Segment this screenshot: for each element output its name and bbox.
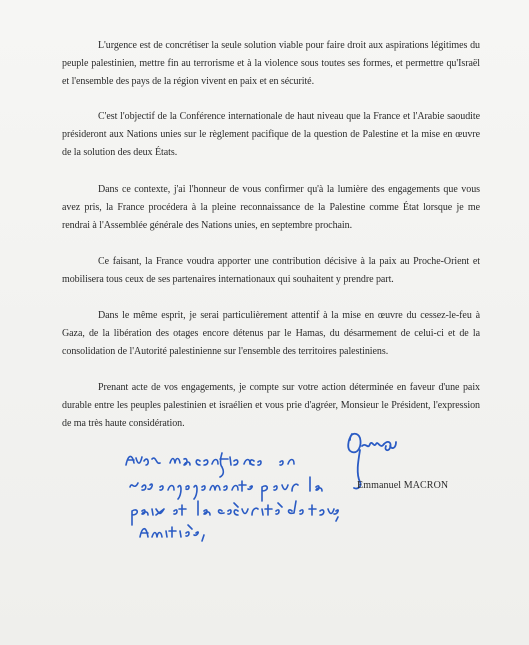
letter-paragraph-1: L'urgence est de concrétiser la seule solution viable pour faire droit aux aspirations légitimes du peuple palestinien, mettre fin au terrorisme et à la violence sous toutes ses formes, et permettre qu'Israël et l'ensemble des pays de la région vivent en paix et en sécurité.	[62, 40, 480, 87]
letter-paragraph-6: Prenant acte de vos engagements, je compte sur votre action déterminée en faveur d'une paix durable entre les peuples palestinien et israélien et vous prie d'agréer, Monsieur le Président, l'expression de ma très haute considération.	[62, 382, 480, 429]
letter-paragraph-3: Dans ce contexte, j'ai l'honneur de vous confirmer qu'à la lumière des engagements que vous avez pris, la France procédera à la pleine reconnaissance de la Palestine comme État lorsque je me rendrai à l'Assemblée générale des Nations unies, en septembre prochain.	[62, 184, 480, 231]
handwriting-strokes	[120, 445, 340, 545]
letter-paragraph-5: Dans le même esprit, je serai particulièrement attentif à la mise en œuvre du cessez-le-feu à Gaza, de la libération des otages encore détenus par le Hamas, du désarmement de celui-ci et de la consolidation de l'Autorité palestinienne sur l'ensemble des territoires palestiniens.	[62, 310, 480, 357]
handwritten-note	[120, 445, 340, 545]
letter-paragraph-4: Ce faisant, la France voudra apporter une contribution décisive à la paix au Proche-Orient et mobilisera tous ceux de ses partenaires internationaux qui souhaitent y prendre part.	[62, 256, 480, 285]
signature-name: Emmanuel MACRON	[357, 480, 449, 491]
letter-paragraph-2: C'est l'objectif de la Conférence internationale de haut niveau que la France et l'Arabie saoudite présideront aux Nations unies sur le règlement pacifique de la question de Palestine et la mise en œuvre de la solution des deux États.	[62, 111, 480, 158]
